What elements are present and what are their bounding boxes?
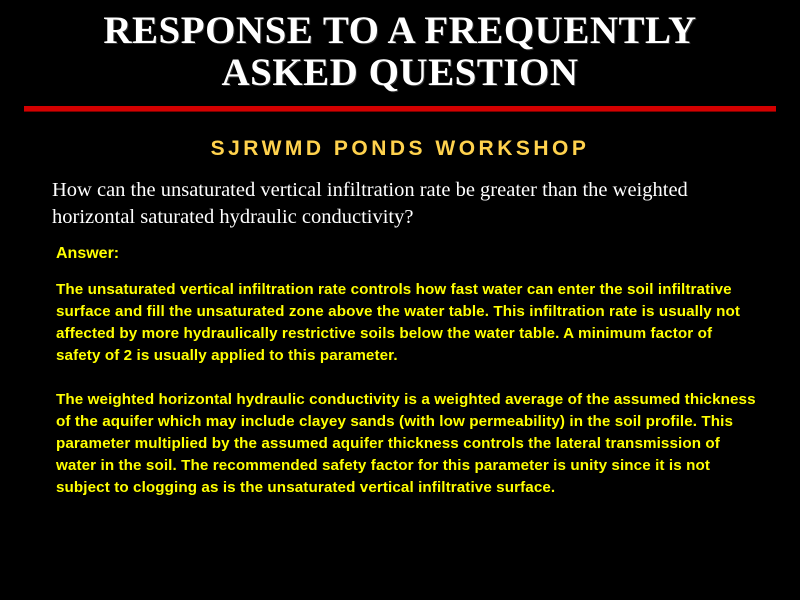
- page-title: [0, 0, 800, 94]
- slide-subtitle: SJRWMD PONDS WORKSHOP: [210, 137, 590, 161]
- answer-paragraph-1: The unsaturated vertical infiltration rate controls how fast water can enter the soil infiltrative surface and fill the unsaturated zone above the water table. This infiltration rate is usually not affected by more hydraulically restrictive soils below the water table. A minimum factor of safety of 2 is usually applied to this parameter.: [56, 280, 741, 364]
- answer-paragraph-2: The weighted horizontal hydraulic conductivity is a weighted average of the assumed thickness of the aquifer which may include clayey sands (with low permeability) in the soil profile. This parameter multiplied by the assumed aquifer thickness controls the lateral transmission of water in the soil. The recommended safety factor for this parameter is unity since it is not subject to clogging as is the unsaturated vertical infiltrative surface.: [56, 390, 756, 496]
- question-text: How can the unsaturated vertical infiltration rate be greater than the weighted horizontal saturated hydraulic conductivity?: [52, 179, 688, 228]
- title-line-1: RESPONSE TO A FREQUENTLY: [103, 9, 697, 52]
- answer-label: Answer:: [56, 244, 120, 262]
- title-divider: [24, 106, 776, 111]
- title-line-2: ASKED QUESTION: [221, 51, 579, 95]
